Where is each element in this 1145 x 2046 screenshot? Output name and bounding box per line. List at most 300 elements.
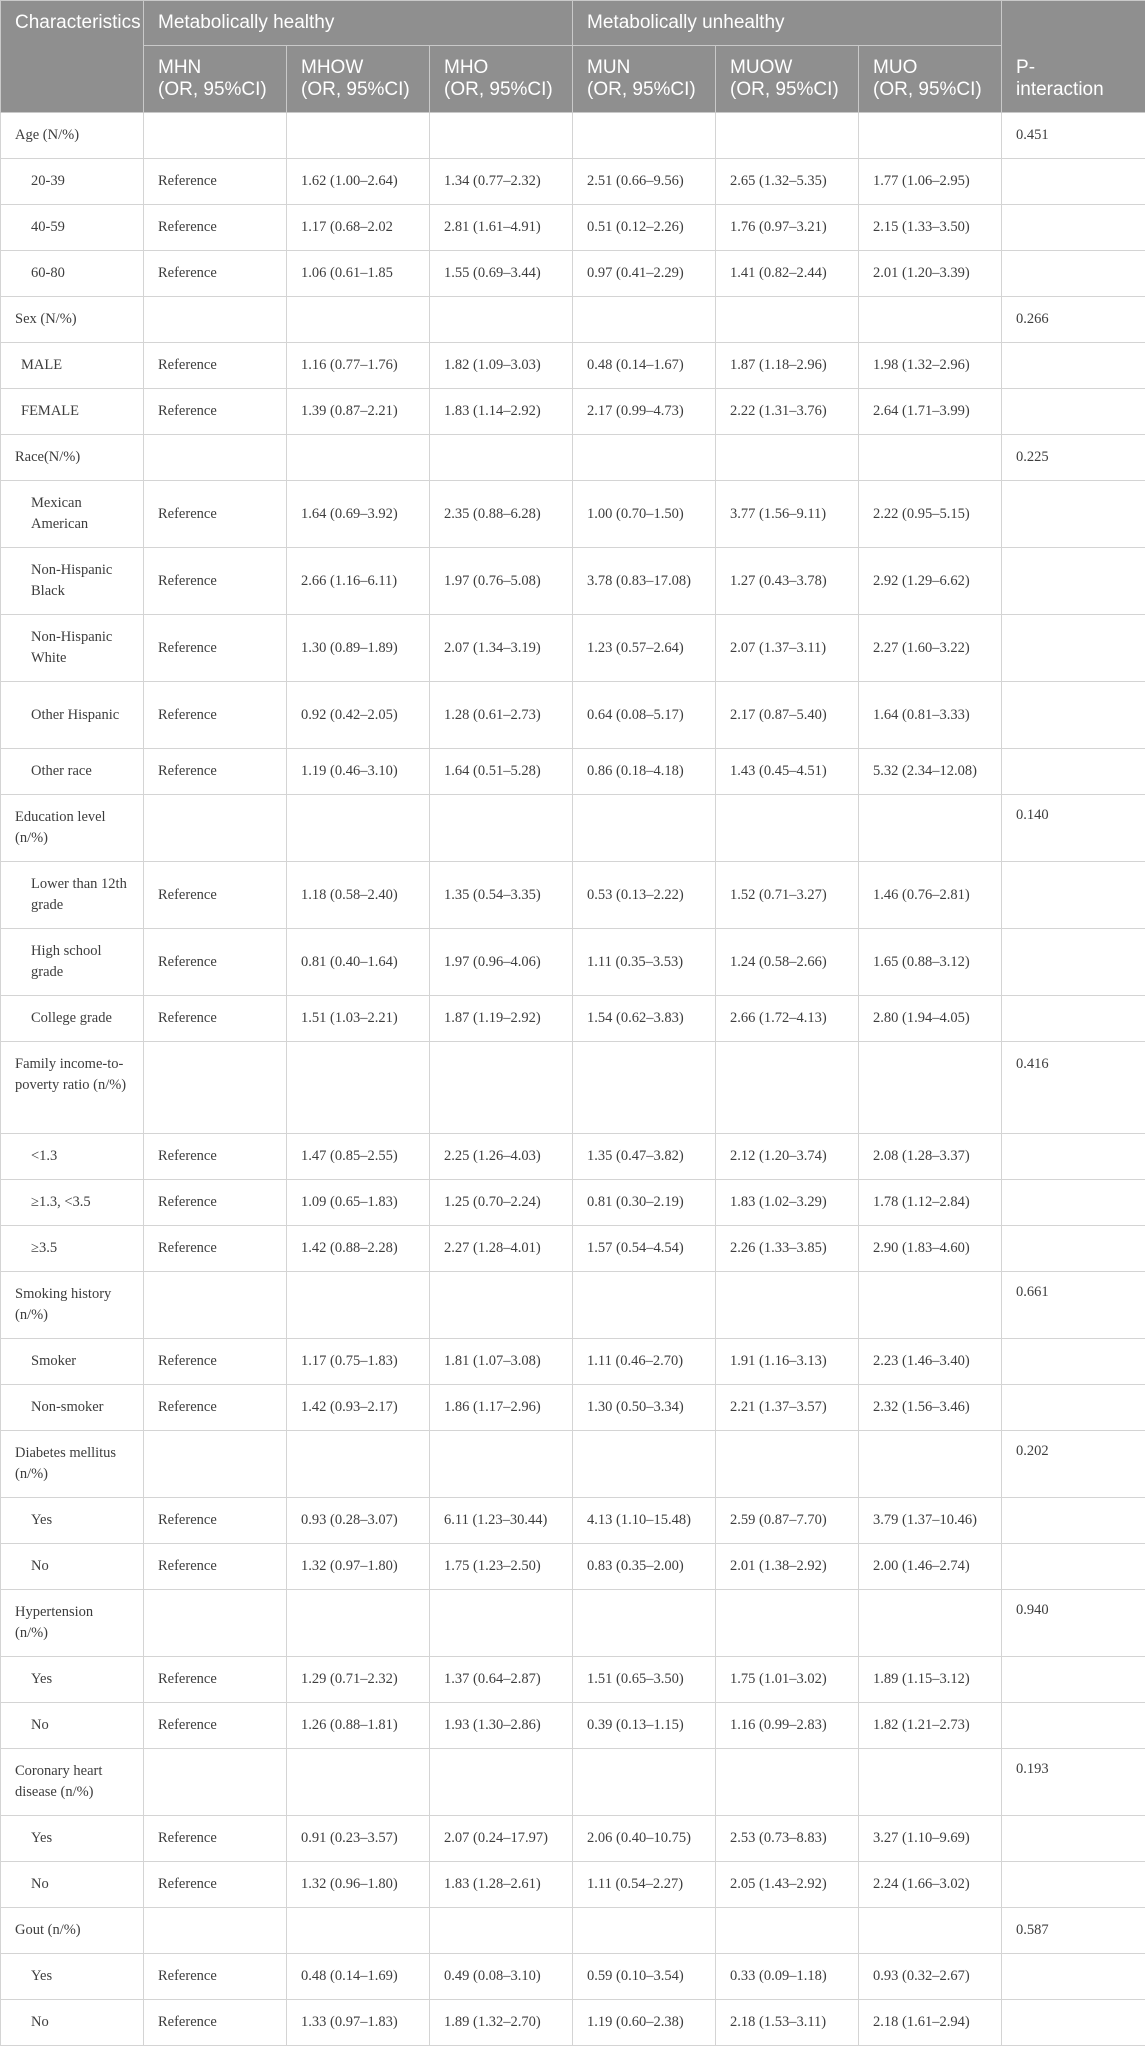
cell-muow: 1.43 (0.45–4.51) <box>716 749 859 795</box>
col-name: P- <box>1016 57 1036 78</box>
col-sub: (OR, 95%CI) <box>444 79 553 100</box>
cell-mho: 1.34 (0.77–2.32) <box>430 159 573 205</box>
cell-mun <box>573 1042 716 1134</box>
cell-p-interaction: 0.587 <box>1002 1908 1145 1954</box>
cell-muow: 1.16 (0.99–2.83) <box>716 1703 859 1749</box>
cell-mhow <box>287 435 430 481</box>
cell-mhow: 1.47 (0.85–2.55) <box>287 1134 430 1180</box>
cell-muow: 1.87 (1.18–2.96) <box>716 343 859 389</box>
cell-mho: 6.11 (1.23–30.44) <box>430 1498 573 1544</box>
cell-mhow: 1.17 (0.75–1.83) <box>287 1339 430 1385</box>
header-group-metabolically-unhealthy: Metabolically unhealthy <box>573 1 1002 46</box>
cell-mhow: 1.17 (0.68–2.02 <box>287 205 430 251</box>
cell-mhow: 1.42 (0.93–2.17) <box>287 1385 430 1431</box>
header-col-mho <box>430 46 573 113</box>
cell-mun <box>573 1272 716 1339</box>
cell-muow <box>716 113 859 159</box>
row-label: 40-59 <box>1 205 144 251</box>
table-row <box>1 1590 1145 1657</box>
header-p-empty <box>1002 1 1145 46</box>
cell-muow: 2.66 (1.72–4.13) <box>716 996 859 1042</box>
cell-p-interaction <box>1002 749 1145 795</box>
cell-muow: 2.22 (1.31–3.76) <box>716 389 859 435</box>
row-label: Smoking history (n/%) <box>1 1272 144 1339</box>
cell-muo: 5.32 (2.34–12.08) <box>859 749 1002 795</box>
cell-mun: 2.06 (0.40–10.75) <box>573 1816 716 1862</box>
cell-mhn: Reference <box>144 682 287 749</box>
cell-muo: 2.92 (1.29–6.62) <box>859 548 1002 615</box>
cell-mho: 2.25 (1.26–4.03) <box>430 1134 573 1180</box>
row-label: No <box>1 2000 144 2046</box>
cell-muo: 1.82 (1.21–2.73) <box>859 1703 1002 1749</box>
cell-muow <box>716 1431 859 1498</box>
cell-mhn <box>144 1431 287 1498</box>
cell-muow <box>716 1590 859 1657</box>
cell-muow <box>716 1272 859 1339</box>
table-row <box>1 1226 1145 1272</box>
cell-p-interaction <box>1002 929 1145 996</box>
cell-p-interaction <box>1002 1862 1145 1908</box>
cell-p-interaction <box>1002 1134 1145 1180</box>
cell-mho: 0.49 (0.08–3.10) <box>430 1954 573 2000</box>
cell-muow <box>716 1042 859 1134</box>
cell-p-interaction <box>1002 1385 1145 1431</box>
cell-mhn: Reference <box>144 1180 287 1226</box>
cell-muo <box>859 297 1002 343</box>
cell-mho: 1.97 (0.76–5.08) <box>430 548 573 615</box>
cell-muow <box>716 1749 859 1816</box>
cell-muow: 1.27 (0.43–3.78) <box>716 548 859 615</box>
col-name: MHN <box>158 57 202 78</box>
cell-p-interaction: 0.451 <box>1002 113 1145 159</box>
cell-mho: 1.64 (0.51–5.28) <box>430 749 573 795</box>
cell-mho <box>430 1042 573 1134</box>
cell-mho: 1.81 (1.07–3.08) <box>430 1339 573 1385</box>
cell-mun: 1.19 (0.60–2.38) <box>573 2000 716 2046</box>
cell-mun: 1.57 (0.54–4.54) <box>573 1226 716 1272</box>
cell-mho: 1.37 (0.64–2.87) <box>430 1657 573 1703</box>
cell-mhow: 1.06 (0.61–1.85 <box>287 251 430 297</box>
table-row <box>1 251 1145 297</box>
cell-p-interaction: 0.940 <box>1002 1590 1145 1657</box>
row-label: 60-80 <box>1 251 144 297</box>
cell-p-interaction: 0.202 <box>1002 1431 1145 1498</box>
row-label: 20-39 <box>1 159 144 205</box>
cell-muow: 0.33 (0.09–1.18) <box>716 1954 859 2000</box>
cell-mun: 1.11 (0.46–2.70) <box>573 1339 716 1385</box>
header-col-p-interaction <box>1002 46 1145 113</box>
cell-p-interaction <box>1002 1544 1145 1590</box>
cell-muo: 2.01 (1.20–3.39) <box>859 251 1002 297</box>
cell-mhow <box>287 297 430 343</box>
row-label: College grade <box>1 996 144 1042</box>
cell-mhn: Reference <box>144 1134 287 1180</box>
cell-mun <box>573 795 716 862</box>
cell-muow: 1.76 (0.97–3.21) <box>716 205 859 251</box>
cell-mun: 1.23 (0.57–2.64) <box>573 615 716 682</box>
cell-mun <box>573 1908 716 1954</box>
cell-muow: 2.59 (0.87–7.70) <box>716 1498 859 1544</box>
cell-muo: 2.15 (1.33–3.50) <box>859 205 1002 251</box>
cell-mhow: 0.92 (0.42–2.05) <box>287 682 430 749</box>
cell-muow: 2.65 (1.32–5.35) <box>716 159 859 205</box>
cell-muo: 2.64 (1.71–3.99) <box>859 389 1002 435</box>
cell-p-interaction <box>1002 862 1145 929</box>
col-name: MUOW <box>730 57 793 78</box>
cell-muow: 1.41 (0.82–2.44) <box>716 251 859 297</box>
table-row <box>1 1908 1145 1954</box>
cell-muo: 0.93 (0.32–2.67) <box>859 1954 1002 2000</box>
cell-muo: 1.89 (1.15–3.12) <box>859 1657 1002 1703</box>
cell-muo: 1.65 (0.88–3.12) <box>859 929 1002 996</box>
cell-mhn: Reference <box>144 205 287 251</box>
cell-muow: 1.83 (1.02–3.29) <box>716 1180 859 1226</box>
cell-p-interaction: 0.140 <box>1002 795 1145 862</box>
cell-muow: 1.91 (1.16–3.13) <box>716 1339 859 1385</box>
cell-muo: 3.27 (1.10–9.69) <box>859 1816 1002 1862</box>
cell-p-interaction <box>1002 389 1145 435</box>
cell-mun: 0.64 (0.08–5.17) <box>573 682 716 749</box>
row-label: Lower than 12th grade <box>1 862 144 929</box>
cell-muo <box>859 1431 1002 1498</box>
table-row <box>1 795 1145 862</box>
cell-muo: 1.64 (0.81–3.33) <box>859 682 1002 749</box>
cell-mho: 1.89 (1.32–2.70) <box>430 2000 573 2046</box>
table-row <box>1 749 1145 795</box>
cell-p-interaction: 0.416 <box>1002 1042 1145 1134</box>
cell-mhn: Reference <box>144 1862 287 1908</box>
table-row <box>1 2000 1145 2046</box>
cell-mhow <box>287 1590 430 1657</box>
cell-mhn: Reference <box>144 548 287 615</box>
cell-muo: 1.77 (1.06–2.95) <box>859 159 1002 205</box>
table-row <box>1 996 1145 1042</box>
col-name: MUO <box>873 57 918 78</box>
cell-mhow <box>287 113 430 159</box>
cell-mhow <box>287 1042 430 1134</box>
cell-mun: 0.53 (0.13–2.22) <box>573 862 716 929</box>
cell-mhn <box>144 1590 287 1657</box>
cell-mun <box>573 1749 716 1816</box>
cell-mun: 0.59 (0.10–3.54) <box>573 1954 716 2000</box>
table-row <box>1 343 1145 389</box>
cell-mho: 1.28 (0.61–2.73) <box>430 682 573 749</box>
table-row <box>1 1042 1145 1134</box>
cell-muow: 1.24 (0.58–2.66) <box>716 929 859 996</box>
cell-mho: 1.82 (1.09–3.03) <box>430 343 573 389</box>
cell-muo: 2.80 (1.94–4.05) <box>859 996 1002 1042</box>
col-sub: (OR, 95%CI) <box>873 79 982 100</box>
cell-mho <box>430 795 573 862</box>
cell-mun: 3.78 (0.83–17.08) <box>573 548 716 615</box>
cell-p-interaction <box>1002 343 1145 389</box>
cell-mho: 2.07 (0.24–17.97) <box>430 1816 573 1862</box>
table-row <box>1 1180 1145 1226</box>
row-label: Hypertension (n/%) <box>1 1590 144 1657</box>
col-sub: (OR, 95%CI) <box>301 79 410 100</box>
header-col-mhow <box>287 46 430 113</box>
cell-muo: 2.27 (1.60–3.22) <box>859 615 1002 682</box>
col-sub: interaction <box>1016 79 1104 100</box>
col-sub: (OR, 95%CI) <box>587 79 696 100</box>
cell-mho: 1.97 (0.96–4.06) <box>430 929 573 996</box>
row-label: ≥3.5 <box>1 1226 144 1272</box>
table-row <box>1 113 1145 159</box>
cell-mun: 2.51 (0.66–9.56) <box>573 159 716 205</box>
cell-mhow: 0.48 (0.14–1.69) <box>287 1954 430 2000</box>
cell-mun: 1.11 (0.35–3.53) <box>573 929 716 996</box>
cell-p-interaction <box>1002 481 1145 548</box>
cell-mhn <box>144 435 287 481</box>
row-label: High school grade <box>1 929 144 996</box>
cell-mun: 1.11 (0.54–2.27) <box>573 1862 716 1908</box>
cell-mhow <box>287 1272 430 1339</box>
cell-muow: 2.07 (1.37–3.11) <box>716 615 859 682</box>
cell-mho: 2.35 (0.88–6.28) <box>430 481 573 548</box>
cell-p-interaction <box>1002 251 1145 297</box>
cell-mho: 1.55 (0.69–3.44) <box>430 251 573 297</box>
cell-muow: 1.52 (0.71–3.27) <box>716 862 859 929</box>
table-row <box>1 1703 1145 1749</box>
row-label: MALE <box>1 343 144 389</box>
row-label: Coronary heart disease (n/%) <box>1 1749 144 1816</box>
cell-mho <box>430 1272 573 1339</box>
cell-mhow: 1.62 (1.00–2.64) <box>287 159 430 205</box>
cell-muo <box>859 1590 1002 1657</box>
cell-mhow <box>287 1908 430 1954</box>
cell-mhow: 1.32 (0.97–1.80) <box>287 1544 430 1590</box>
cell-mhn <box>144 113 287 159</box>
cell-mhn <box>144 795 287 862</box>
cell-muow <box>716 795 859 862</box>
cell-mun <box>573 1431 716 1498</box>
row-label: Mexican American <box>1 481 144 548</box>
cell-mhn: Reference <box>144 1954 287 2000</box>
table-row <box>1 1385 1145 1431</box>
cell-mho: 1.86 (1.17–2.96) <box>430 1385 573 1431</box>
table-row <box>1 1272 1145 1339</box>
cell-mun: 0.86 (0.18–4.18) <box>573 749 716 795</box>
cell-muo: 1.46 (0.76–2.81) <box>859 862 1002 929</box>
cell-muo <box>859 1272 1002 1339</box>
cell-mho: 1.83 (1.14–2.92) <box>430 389 573 435</box>
row-label: Diabetes mellitus (n/%) <box>1 1431 144 1498</box>
cell-p-interaction <box>1002 159 1145 205</box>
cell-muo: 1.78 (1.12–2.84) <box>859 1180 1002 1226</box>
cell-mho: 2.27 (1.28–4.01) <box>430 1226 573 1272</box>
cell-mhow: 1.16 (0.77–1.76) <box>287 343 430 389</box>
cell-p-interaction <box>1002 548 1145 615</box>
cell-mhn: Reference <box>144 615 287 682</box>
cell-mho <box>430 1749 573 1816</box>
cell-mun: 0.48 (0.14–1.67) <box>573 343 716 389</box>
cell-mun: 0.39 (0.13–1.15) <box>573 1703 716 1749</box>
cell-p-interaction: 0.225 <box>1002 435 1145 481</box>
row-label: Race(N/%) <box>1 435 144 481</box>
table-row <box>1 1749 1145 1816</box>
cell-mhn: Reference <box>144 1498 287 1544</box>
cell-muo <box>859 435 1002 481</box>
cell-mhn: Reference <box>144 1816 287 1862</box>
cell-mho: 2.07 (1.34–3.19) <box>430 615 573 682</box>
cell-mhn <box>144 297 287 343</box>
table-row <box>1 929 1145 996</box>
table-row <box>1 297 1145 343</box>
cell-muo: 2.32 (1.56–3.46) <box>859 1385 1002 1431</box>
cell-p-interaction <box>1002 615 1145 682</box>
table-row <box>1 389 1145 435</box>
cell-mhn: Reference <box>144 749 287 795</box>
cell-muow: 2.05 (1.43–2.92) <box>716 1862 859 1908</box>
cell-mun: 1.51 (0.65–3.50) <box>573 1657 716 1703</box>
header-col-mun <box>573 46 716 113</box>
cell-mhn <box>144 1042 287 1134</box>
cell-mhow: 1.26 (0.88–1.81) <box>287 1703 430 1749</box>
cell-mho <box>430 1908 573 1954</box>
cell-mho: 1.35 (0.54–3.35) <box>430 862 573 929</box>
cell-p-interaction <box>1002 2000 1145 2046</box>
row-label: Yes <box>1 1816 144 1862</box>
cell-mun <box>573 113 716 159</box>
table-row <box>1 1431 1145 1498</box>
cell-muow: 2.26 (1.33–3.85) <box>716 1226 859 1272</box>
row-label: Other race <box>1 749 144 795</box>
row-label: Yes <box>1 1657 144 1703</box>
table-row <box>1 682 1145 749</box>
table-row <box>1 1657 1145 1703</box>
row-label: Smoker <box>1 1339 144 1385</box>
cell-mhn: Reference <box>144 2000 287 2046</box>
cell-mho: 1.75 (1.23–2.50) <box>430 1544 573 1590</box>
col-name: MHO <box>444 57 489 78</box>
cell-muo: 2.24 (1.66–3.02) <box>859 1862 1002 1908</box>
cell-mun: 2.17 (0.99–4.73) <box>573 389 716 435</box>
table-row <box>1 1816 1145 1862</box>
row-label: Education level (n/%) <box>1 795 144 862</box>
cell-mhn <box>144 1749 287 1816</box>
cell-p-interaction <box>1002 1954 1145 2000</box>
cell-muow <box>716 435 859 481</box>
header-col-mhn <box>144 46 287 113</box>
cell-mhn: Reference <box>144 1657 287 1703</box>
header-col-muow <box>716 46 859 113</box>
cell-mun: 1.54 (0.62–3.83) <box>573 996 716 1042</box>
cell-mhow <box>287 1431 430 1498</box>
row-label: Yes <box>1 1498 144 1544</box>
cell-mhow: 1.51 (1.03–2.21) <box>287 996 430 1042</box>
header-group-metabolically-healthy: Metabolically healthy <box>144 1 573 46</box>
cell-muo <box>859 795 1002 862</box>
row-label: No <box>1 1544 144 1590</box>
cell-mhow: 2.66 (1.16–6.11) <box>287 548 430 615</box>
table-row <box>1 1134 1145 1180</box>
table-header <box>1 1 1145 113</box>
table-row <box>1 1339 1145 1385</box>
row-label: Sex (N/%) <box>1 297 144 343</box>
cell-mho <box>430 297 573 343</box>
cell-mhn: Reference <box>144 1339 287 1385</box>
cell-mhn: Reference <box>144 389 287 435</box>
table-row <box>1 862 1145 929</box>
cell-p-interaction: 0.266 <box>1002 297 1145 343</box>
cell-mhn: Reference <box>144 1544 287 1590</box>
cell-mun: 1.30 (0.50–3.34) <box>573 1385 716 1431</box>
col-name: MHOW <box>301 57 364 78</box>
cell-mho: 1.87 (1.19–2.92) <box>430 996 573 1042</box>
cell-mun <box>573 435 716 481</box>
cell-mhow <box>287 795 430 862</box>
cell-muo <box>859 113 1002 159</box>
row-label: ≥1.3, <3.5 <box>1 1180 144 1226</box>
cell-p-interaction <box>1002 996 1145 1042</box>
cell-mun: 0.83 (0.35–2.00) <box>573 1544 716 1590</box>
table-row <box>1 1544 1145 1590</box>
cell-muow <box>716 297 859 343</box>
cell-muow: 2.17 (0.87–5.40) <box>716 682 859 749</box>
cell-muow <box>716 1908 859 1954</box>
cell-mun <box>573 1590 716 1657</box>
cell-mhn <box>144 1908 287 1954</box>
cell-mho <box>430 113 573 159</box>
cell-mhow: 0.81 (0.40–1.64) <box>287 929 430 996</box>
row-label: Non-Hispanic White <box>1 615 144 682</box>
cell-mhn: Reference <box>144 1226 287 1272</box>
cell-mhow: 1.33 (0.97–1.83) <box>287 2000 430 2046</box>
cell-mho: 1.83 (1.28–2.61) <box>430 1862 573 1908</box>
table-row <box>1 1954 1145 2000</box>
row-label: Family income-to-poverty ratio (n/%) <box>1 1042 144 1134</box>
cell-mun <box>573 297 716 343</box>
cell-mhn: Reference <box>144 862 287 929</box>
cell-mhow: 1.30 (0.89–1.89) <box>287 615 430 682</box>
cell-mhn: Reference <box>144 251 287 297</box>
cell-mun: 1.00 (0.70–1.50) <box>573 481 716 548</box>
cell-mhow: 1.18 (0.58–2.40) <box>287 862 430 929</box>
cell-mho <box>430 1590 573 1657</box>
cell-p-interaction <box>1002 1703 1145 1749</box>
cell-muow: 2.01 (1.38–2.92) <box>716 1544 859 1590</box>
cell-mhn: Reference <box>144 481 287 548</box>
table-row <box>1 1862 1145 1908</box>
cell-p-interaction <box>1002 1816 1145 1862</box>
table-row <box>1 481 1145 548</box>
row-label: Non-Hispanic Black <box>1 548 144 615</box>
table-row <box>1 435 1145 481</box>
cell-mhn <box>144 1272 287 1339</box>
cell-mun: 0.97 (0.41–2.29) <box>573 251 716 297</box>
cell-mun: 1.35 (0.47–3.82) <box>573 1134 716 1180</box>
row-label: No <box>1 1862 144 1908</box>
row-label: Gout (n/%) <box>1 1908 144 1954</box>
col-sub: (OR, 95%CI) <box>730 79 839 100</box>
header-col-muo <box>859 46 1002 113</box>
cell-muo: 2.08 (1.28–3.37) <box>859 1134 1002 1180</box>
cell-mun: 0.81 (0.30–2.19) <box>573 1180 716 1226</box>
cell-mun: 4.13 (1.10–15.48) <box>573 1498 716 1544</box>
cell-p-interaction: 0.661 <box>1002 1272 1145 1339</box>
cell-mhn: Reference <box>144 343 287 389</box>
row-label: Other Hispanic <box>1 682 144 749</box>
cell-muow: 3.77 (1.56–9.11) <box>716 481 859 548</box>
cell-mhn: Reference <box>144 1385 287 1431</box>
cell-p-interaction <box>1002 1657 1145 1703</box>
cell-muo <box>859 1042 1002 1134</box>
table-row <box>1 548 1145 615</box>
row-label: FEMALE <box>1 389 144 435</box>
cell-mhow: 1.19 (0.46–3.10) <box>287 749 430 795</box>
cell-mho: 1.25 (0.70–2.24) <box>430 1180 573 1226</box>
cell-muo: 2.90 (1.83–4.60) <box>859 1226 1002 1272</box>
